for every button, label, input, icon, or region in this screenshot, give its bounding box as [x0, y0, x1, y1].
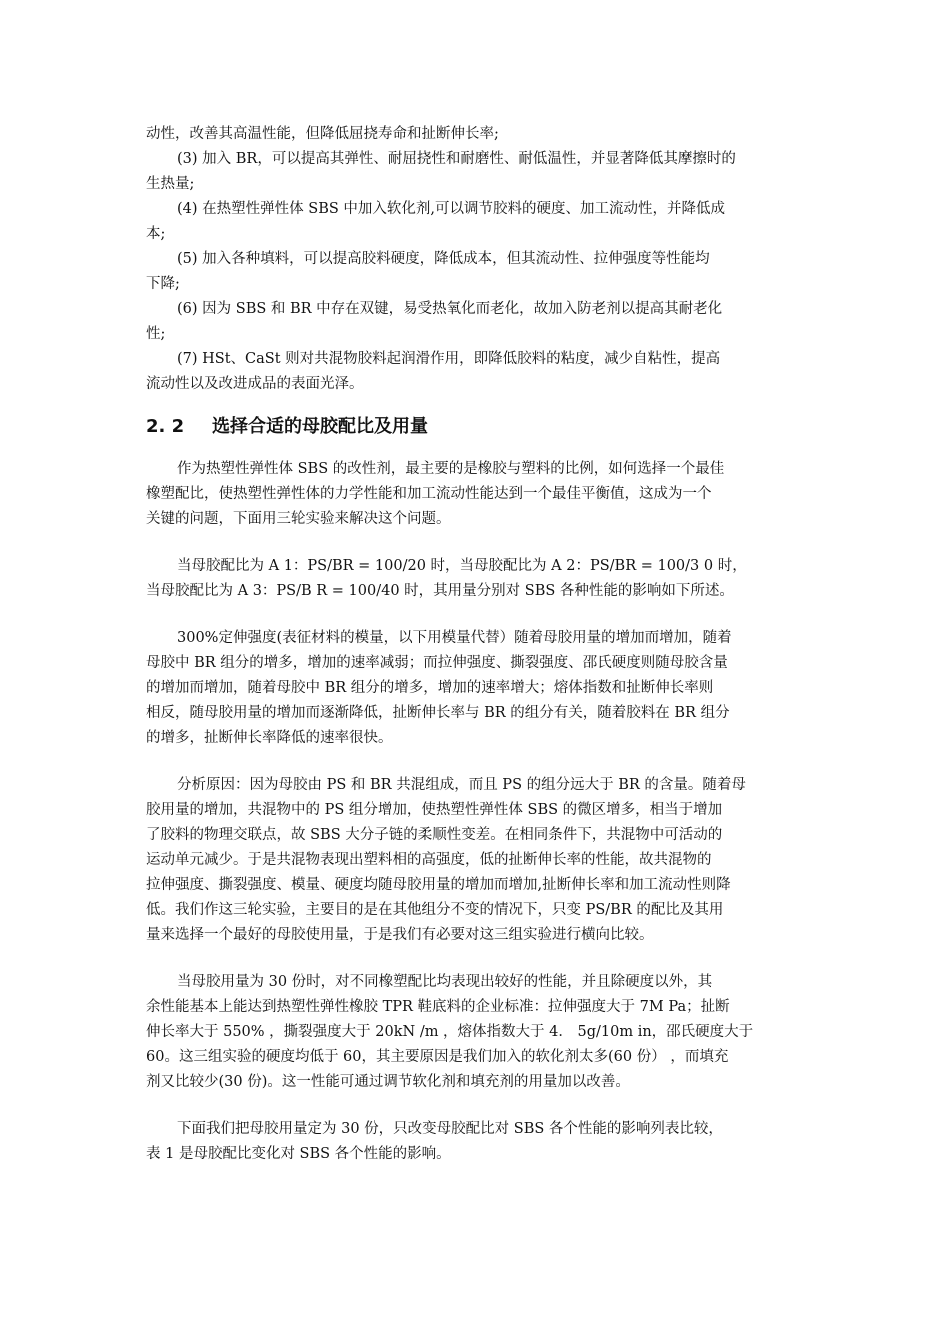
- text-line: 母胶中 BR 组分的增多，增加的速率减弱；而拉伸强度、撕裂强度、邵氏硬度则随母胶含量: [146, 655, 728, 671]
- text-line: 的增多，扯断伸长率降低的速率很快。: [146, 730, 393, 746]
- text-line: 性;: [146, 326, 166, 342]
- text-line: 伸长率大于 550% ，撕裂强度大于 20kN /m ，熔体指数大于 4． 5g/10m in，邵氏硬度大于: [146, 1024, 754, 1040]
- text-line: 当母胶配比为 A 1：PS/BR = 100/20 时，当母胶配比为 A 2：PS/BR = 100/3 0 时，: [177, 558, 747, 574]
- paragraph: [146, 626, 806, 751]
- list-item: [146, 197, 806, 247]
- paragraph: [146, 457, 806, 532]
- list-item: [146, 247, 806, 297]
- text-line: 拉伸强度、撕裂强度、模量、硬度均随母胶用量的增加而增加,扯断伸长率和加工流动性则降: [146, 877, 731, 893]
- list-item: [146, 147, 806, 197]
- section-title: 选择合适的母胶配比及用量: [212, 416, 428, 437]
- document-page: [146, 122, 806, 1167]
- text-line: 量来选择一个最好的母胶使用量，于是我们有必要对这三组实验进行横向比较。: [146, 927, 654, 943]
- text-line: 胶用量的增加，共混物中的 PS 组分增加，使热塑性弹性体 SBS 的微区增多，相当于增加: [146, 802, 723, 818]
- text-line: 运动单元减少。于是共混物表现出塑料相的高强度，低的扯断伸长率的性能，故共混物的: [146, 852, 712, 868]
- text-line: 生热量;: [146, 176, 195, 192]
- text-line: 本;: [146, 226, 166, 242]
- text-line: (6) 因为 SBS 和 BR 中存在双键，易受热氧化而老化，故加入防老剂以提高其耐老化: [177, 301, 723, 317]
- text-line: 低。我们作这三轮实验，主要目的是在其他组分不变的情况下，只变 PS/BR 的配比及其用: [146, 902, 724, 918]
- text-line: (4) 在热塑性弹性体 SBS 中加入软化剂,可以调节胶料的硬度、加工流动性，并降低成: [177, 201, 725, 217]
- text-line: 动性，改善其高温性能，但降低屈挠寿命和扯断伸长率;: [146, 126, 499, 142]
- paragraph: [146, 1117, 806, 1167]
- text-line: 橡塑配比，使热塑性弹性体的力学性能和加工流动性能达到一个最佳平衡值，这成为一个: [146, 486, 712, 502]
- text-line: 的增加而增加，随着母胶中 BR 组分的增多，增加的速率增大；熔体指数和扯断伸长率则: [146, 680, 714, 696]
- section-number: 2. 2: [146, 416, 185, 437]
- text-line: 300%定伸强度(表征材料的模量，以下用模量代替）随着母胶用量的增加而增加，随着: [177, 630, 732, 646]
- list-item: [146, 297, 806, 347]
- text-line: (7) HSt、CaSt 则对共混物胶料起润滑作用，即降低胶料的粘度，减少自粘性，提高: [177, 351, 721, 367]
- text-line: 流动性以及改进成品的表面光泽。: [146, 376, 364, 392]
- text-line: 表 1 是母胶配比变化对 SBS 各个性能的影响。: [146, 1146, 451, 1162]
- list-item: [146, 122, 806, 147]
- paragraph: [146, 773, 806, 948]
- text-line: (5) 加入各种填料，可以提高胶料硬度，降低成本，但其流动性、拉伸强度等性能均: [177, 251, 710, 267]
- text-line: 60。这三组实验的硬度均低于 60，其主要原因是我们加入的软化剂太多(60 份） ，而填充: [146, 1049, 729, 1065]
- section-heading: [146, 412, 806, 442]
- paragraph: [146, 554, 806, 604]
- text-line: (3) 加入 BR，可以提高其弹性、耐屈挠性和耐磨性、耐低温性，并显著降低其摩擦时的: [177, 151, 736, 167]
- text-line: 下降;: [146, 276, 180, 292]
- text-line: 了胶料的物理交联点，故 SBS 大分子链的柔顺性变差。在相同条件下，共混物中可活动的: [146, 827, 723, 843]
- list-item: [146, 347, 806, 397]
- text-line: 剂又比较少(30 份)。这一性能可通过调节软化剂和填充剂的用量加以改善。: [146, 1074, 630, 1090]
- text-line: 当母胶配比为 A 3：PS/B R = 100/40 时，其用量分别对 SBS 各种性能的影响如下所述。: [146, 583, 734, 599]
- text-line: 分析原因：因为母胶由 PS 和 BR 共混组成，而且 PS 的组分远大于 BR 的含量。随着母: [177, 777, 746, 793]
- text-line: 相反，随母胶用量的增加而逐渐降低，扯断伸长率与 BR 的组分有关，随着胶料在 BR 组分: [146, 705, 730, 721]
- paragraph: [146, 970, 806, 1095]
- text-line: 作为热塑性弹性体 SBS 的改性剂，最主要的是橡胶与塑料的比例，如何选择一个最佳: [177, 461, 725, 477]
- text-line: 下面我们把母胶用量定为 30 份，只改变母胶配比对 SBS 各个性能的影响列表比较，: [177, 1121, 723, 1137]
- text-line: 当母胶用量为 30 份时，对不同橡塑配比均表现出较好的性能，并且除硬度以外，其: [177, 974, 713, 990]
- text-line: 余性能基本上能达到热塑性弹性橡胶 TPR 鞋底料的企业标准：拉伸强度大于 7M Pa；扯断: [146, 999, 730, 1015]
- text-line: 关键的问题，下面用三轮实验来解决这个问题。: [146, 511, 451, 527]
